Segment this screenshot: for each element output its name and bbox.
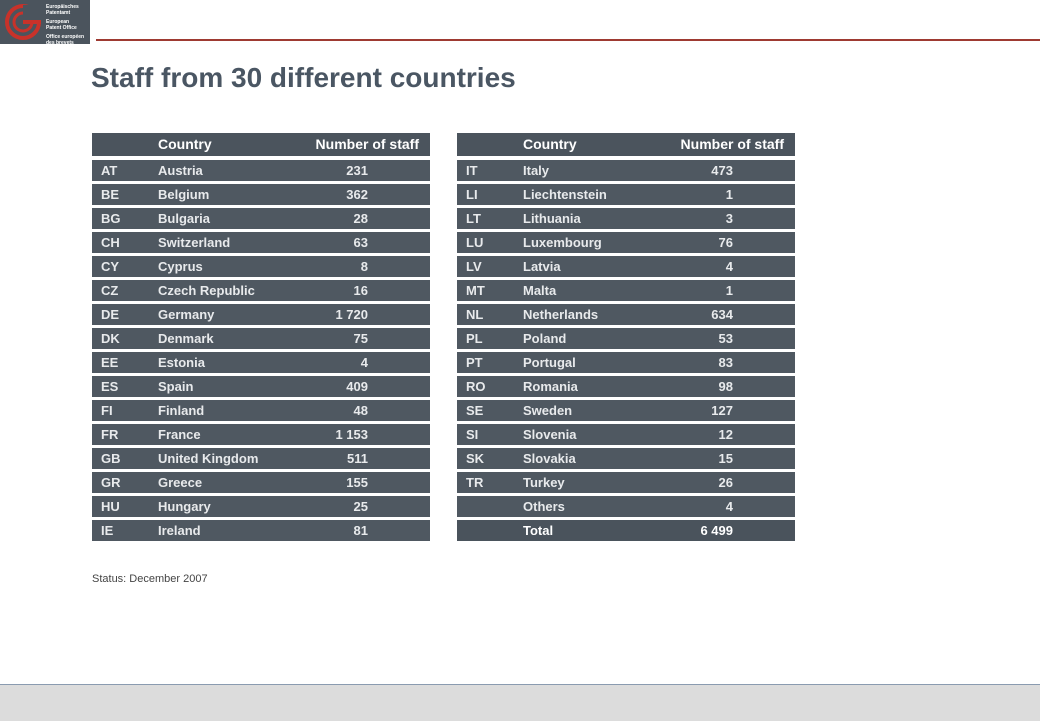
country-code: LU <box>466 235 484 250</box>
staff-table-left <box>92 133 430 541</box>
country-code: DK <box>101 331 120 346</box>
staff-table-right <box>457 133 795 541</box>
staff-count: 81 <box>353 523 368 538</box>
country-code: PT <box>466 355 483 370</box>
table-row <box>92 184 430 205</box>
logo-line: Office européen <box>46 34 85 40</box>
table-row <box>92 160 430 181</box>
table-header <box>92 133 430 156</box>
column-header-country: Country <box>523 136 577 152</box>
country-name: Hungary <box>158 499 211 514</box>
table-row <box>92 376 430 397</box>
staff-count: 8 <box>360 259 368 274</box>
logo-line: Patentamt <box>46 10 71 16</box>
table-row <box>457 208 795 229</box>
country-code: CY <box>101 259 120 274</box>
country-name: Sweden <box>523 403 573 418</box>
country-code: SE <box>466 403 484 418</box>
country-name: Malta <box>523 283 557 298</box>
table-row <box>92 520 430 541</box>
logo-line: Europäisches <box>46 4 79 10</box>
country-name: Lithuania <box>523 211 581 226</box>
country-code: FR <box>101 427 119 442</box>
table-row <box>92 280 430 301</box>
staff-count: 15 <box>718 451 733 466</box>
logo-text <box>46 4 88 46</box>
country-code: GB <box>101 451 121 466</box>
country-code: MT <box>466 283 485 298</box>
country-code: LV <box>466 259 482 274</box>
country-name: Others <box>523 499 565 514</box>
table-row <box>457 280 795 301</box>
country-code: LI <box>466 187 478 202</box>
column-header-country: Country <box>158 136 212 152</box>
staff-count: 127 <box>711 403 733 418</box>
staff-count: 48 <box>353 403 368 418</box>
total-row <box>457 520 795 541</box>
country-code: LT <box>466 211 481 226</box>
country-name: Estonia <box>158 355 205 370</box>
country-name: Slovakia <box>523 451 576 466</box>
country-name: United Kingdom <box>158 451 259 466</box>
staff-count: 53 <box>718 331 733 346</box>
logo-line: European <box>46 19 70 25</box>
staff-count: 1 <box>725 187 733 202</box>
table-row <box>457 328 795 349</box>
staff-count: 1 720 <box>335 307 368 322</box>
table-row <box>457 424 795 445</box>
country-code: BG <box>101 211 121 226</box>
table-header <box>457 133 795 156</box>
country-code: CH <box>101 235 120 250</box>
staff-count: 75 <box>353 331 368 346</box>
table-row <box>92 496 430 517</box>
table-row <box>92 352 430 373</box>
logo-line: des brevets <box>46 40 74 46</box>
staff-count: 1 <box>725 283 733 298</box>
staff-count: 4 <box>725 499 733 514</box>
staff-count: 362 <box>346 187 368 202</box>
country-code: IT <box>466 163 478 178</box>
staff-count: 12 <box>718 427 733 442</box>
country-name: Ireland <box>158 523 201 538</box>
table-row <box>92 256 430 277</box>
staff-count: 28 <box>353 211 368 226</box>
table-row <box>92 208 430 229</box>
country-code: AT <box>101 163 118 178</box>
table-row <box>457 496 795 517</box>
staff-count: 4 <box>360 355 368 370</box>
country-code: FI <box>101 403 113 418</box>
staff-count: 511 <box>347 451 368 466</box>
country-name: Finland <box>158 403 205 418</box>
column-header-staff: Number of staff <box>680 136 784 152</box>
country-name: Bulgaria <box>158 211 211 226</box>
country-code: DE <box>101 307 120 322</box>
country-code: SK <box>466 451 485 466</box>
table-body <box>457 160 795 517</box>
staff-count: 83 <box>718 355 733 370</box>
epo-logo <box>0 0 90 44</box>
total-label: Total <box>523 523 554 538</box>
country-code: CZ <box>101 283 119 298</box>
country-name: Switzerland <box>158 235 231 250</box>
country-name: Czech Republic <box>158 283 255 298</box>
country-code: NL <box>466 307 484 322</box>
staff-count: 473 <box>711 163 733 178</box>
country-name: France <box>158 427 201 442</box>
staff-count: 155 <box>346 475 368 490</box>
country-name: Latvia <box>523 259 561 274</box>
page-title: Staff from 30 different countries <box>91 62 516 93</box>
table-row <box>92 232 430 253</box>
country-name: Liechtenstein <box>523 187 607 202</box>
staff-count: 63 <box>353 235 368 250</box>
table-row <box>92 328 430 349</box>
country-code: TR <box>466 475 484 490</box>
country-code: RO <box>466 379 486 394</box>
staff-count: 634 <box>711 307 733 322</box>
country-name: Spain <box>158 379 194 394</box>
table-row <box>457 184 795 205</box>
staff-count: 231 <box>346 163 368 178</box>
country-code: PL <box>466 331 483 346</box>
country-name: Austria <box>158 163 203 178</box>
staff-count: 4 <box>725 259 733 274</box>
staff-count: 409 <box>346 379 368 394</box>
country-name: Germany <box>158 307 215 322</box>
country-code: BE <box>101 187 120 202</box>
country-name: Cyprus <box>158 259 203 274</box>
staff-count: 16 <box>353 283 368 298</box>
table-row <box>92 448 430 469</box>
country-name: Romania <box>523 379 578 394</box>
header-rule <box>96 39 1040 41</box>
country-name: Luxembourg <box>523 235 602 250</box>
country-code: EE <box>101 355 119 370</box>
country-name: Greece <box>158 475 203 490</box>
staff-count: 76 <box>718 235 733 250</box>
table-row <box>92 472 430 493</box>
country-name: Belgium <box>158 187 210 202</box>
country-code: ES <box>101 379 119 394</box>
table-row <box>457 448 795 469</box>
staff-count: 98 <box>718 379 733 394</box>
table-row <box>457 376 795 397</box>
column-header-staff: Number of staff <box>315 136 419 152</box>
country-name: Denmark <box>158 331 214 346</box>
country-name: Turkey <box>523 475 565 490</box>
status-note: Status: December 2007 <box>92 573 208 585</box>
staff-count: 25 <box>353 499 368 514</box>
table-row <box>457 160 795 181</box>
staff-count: 3 <box>725 211 733 226</box>
table-row <box>457 304 795 325</box>
footer-bar <box>0 684 1040 721</box>
table-row <box>457 400 795 421</box>
staff-count: 1 153 <box>335 427 368 442</box>
country-code: GR <box>101 475 121 490</box>
country-name: Netherlands <box>523 307 599 322</box>
staff-count: 26 <box>718 475 733 490</box>
total-staff: 6 499 <box>700 523 733 538</box>
country-code: HU <box>101 499 120 514</box>
epo-logo-icon <box>4 3 44 41</box>
table-row <box>457 472 795 493</box>
country-code: SI <box>466 427 479 442</box>
country-code: IE <box>101 523 114 538</box>
table-row <box>457 256 795 277</box>
logo-line: Patent Office <box>46 25 77 31</box>
country-name: Poland <box>523 331 567 346</box>
table-row <box>457 232 795 253</box>
table-body <box>92 160 430 541</box>
table-row <box>92 304 430 325</box>
table-row <box>457 352 795 373</box>
country-name: Slovenia <box>523 427 577 442</box>
country-name: Italy <box>523 163 550 178</box>
table-row <box>92 400 430 421</box>
table-row <box>92 424 430 445</box>
country-name: Portugal <box>523 355 576 370</box>
